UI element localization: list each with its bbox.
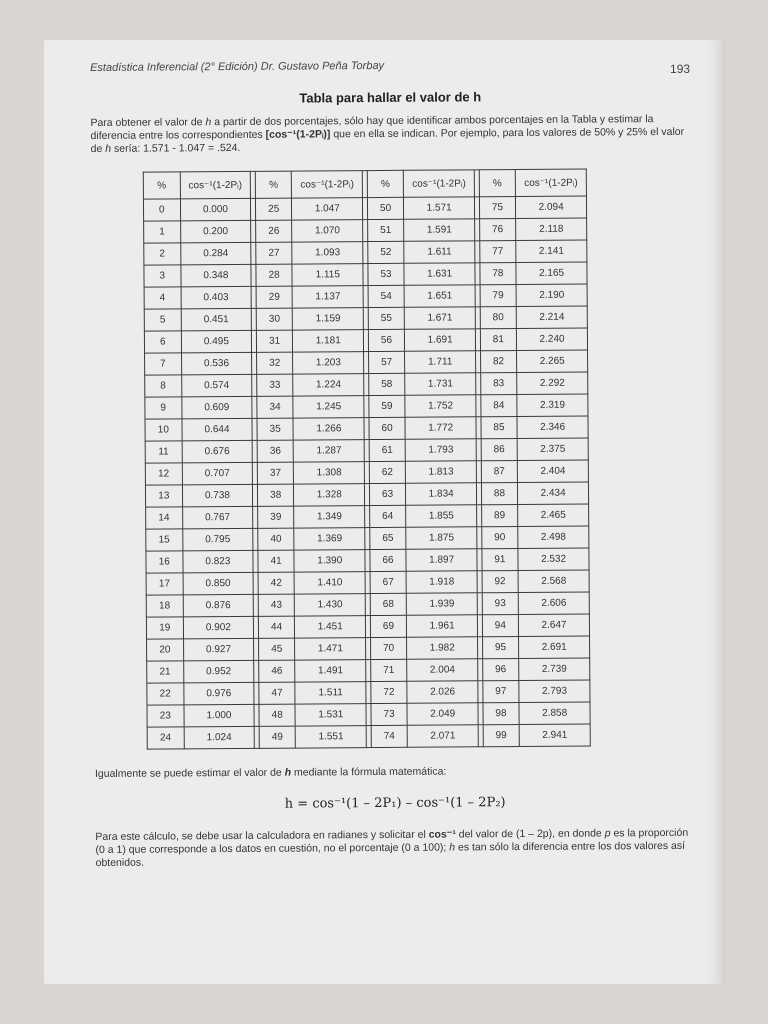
arccos-value-cell: 1.897 [406, 549, 477, 571]
percent-cell: 86 [481, 439, 518, 461]
arccos-value-cell: 1.471 [295, 638, 366, 660]
header-arccos: cos⁻¹(1-2Pᵢ) [180, 171, 251, 198]
arccos-value-cell: 2.094 [516, 196, 587, 218]
percent-cell: 62 [369, 461, 406, 483]
arccos-value-cell: 0.850 [183, 572, 254, 594]
arccos-value-cell: 1.245 [293, 396, 364, 418]
arccos-value-cell: 1.834 [406, 483, 477, 505]
percent-cell: 4 [144, 287, 181, 309]
table-row [147, 724, 590, 749]
percent-cell: 55 [368, 307, 405, 329]
arccos-value-cell: 1.961 [407, 615, 478, 637]
header-percent: % [143, 172, 180, 199]
header-arccos: cos⁻¹(1-2Pᵢ) [292, 171, 363, 198]
percent-cell: 12 [145, 463, 182, 485]
arccos-value-cell: 1.651 [404, 285, 475, 307]
arccos-value-cell: 1.875 [406, 527, 477, 549]
percent-cell: 28 [256, 264, 293, 286]
header-percent: % [479, 170, 516, 197]
arccos-value-cell: 1.611 [404, 241, 475, 263]
arccos-value-cell: 2.265 [517, 350, 588, 372]
arccos-value-cell: 1.591 [404, 219, 475, 241]
book-page [44, 40, 726, 984]
arccos-value-cell: 2.568 [518, 570, 589, 592]
percent-cell: 75 [479, 197, 516, 219]
table-header-row [143, 169, 586, 199]
percent-cell: 22 [147, 683, 184, 705]
table-row [146, 504, 589, 529]
arccos-value-cell: 1.287 [294, 440, 365, 462]
table-row [146, 548, 589, 573]
running-title: Estadística Inferencial (2° Edición) Dr. Gustavo Peña Torbay [90, 59, 385, 74]
percent-cell: 68 [370, 593, 407, 615]
percent-cell: 31 [256, 330, 293, 352]
percent-cell: 6 [144, 331, 181, 353]
arccos-value-cell: 0.574 [181, 374, 252, 396]
table-row [144, 328, 587, 353]
table-row [147, 702, 590, 727]
table-row [146, 592, 589, 617]
arccos-value-cell: 0.403 [181, 286, 252, 308]
percent-cell: 70 [370, 637, 407, 659]
percent-cell: 21 [147, 661, 184, 683]
percent-cell: 53 [368, 263, 405, 285]
arccos-value-cell: 1.691 [405, 329, 476, 351]
arccos-value-cell: 1.430 [295, 594, 366, 616]
arccos-value-cell: 1.410 [295, 572, 366, 594]
arccos-value-cell: 0.902 [183, 616, 254, 638]
arccos-value-cell: 0.976 [183, 682, 254, 704]
closing-paragraph [95, 827, 695, 870]
table-body [143, 196, 590, 749]
formula-intro [95, 764, 695, 780]
arccos-value-cell: 0.284 [180, 242, 251, 264]
arccos-value-cell: 1.571 [404, 197, 475, 219]
percent-cell: 72 [371, 681, 408, 703]
percent-cell: 95 [482, 637, 519, 659]
arccos-value-cell: 2.941 [519, 724, 590, 746]
percent-cell: 76 [479, 219, 516, 241]
arccos-value-cell: 2.691 [519, 636, 590, 658]
percent-cell: 47 [259, 682, 296, 704]
arccos-value-cell: 2.190 [516, 284, 587, 306]
arccos-value-cell: 2.346 [517, 416, 588, 438]
percent-cell: 42 [258, 572, 295, 594]
arccos-value-cell: 1.855 [406, 505, 477, 527]
arccos-value-cell: 1.181 [293, 330, 364, 352]
arccos-value-cell: 0.609 [181, 396, 252, 418]
table-wrapper [143, 169, 591, 750]
arccos-value-cell: 0.767 [182, 506, 253, 528]
running-header [90, 58, 690, 84]
percent-cell: 24 [147, 727, 184, 749]
arccos-value-cell: 1.266 [293, 418, 364, 440]
arccos-value-cell: 2.004 [407, 659, 478, 681]
closing-h: h [449, 841, 456, 854]
table-row [145, 416, 588, 441]
percent-cell: 9 [145, 397, 182, 419]
table-row [145, 482, 588, 507]
percent-cell: 97 [482, 681, 519, 703]
table-row [145, 372, 588, 397]
arccos-value-cell: 1.024 [184, 726, 255, 748]
percent-cell: 37 [257, 462, 294, 484]
arccos-value-cell: 1.511 [295, 682, 366, 704]
percent-cell: 36 [257, 440, 294, 462]
percent-cell: 19 [146, 617, 183, 639]
arccos-value-cell: 0.795 [182, 528, 253, 550]
percent-cell: 56 [368, 329, 405, 351]
table-row [144, 218, 587, 243]
arccos-value-cell: 1.369 [294, 528, 365, 550]
percent-cell: 20 [147, 639, 184, 661]
intro-h-2: h [105, 142, 112, 155]
arccos-value-cell: 1.671 [405, 307, 476, 329]
percent-cell: 34 [257, 396, 294, 418]
table-row [145, 438, 588, 463]
arccos-value-cell: 1.772 [405, 417, 476, 439]
closing-text-1: Para este cálculo, se debe usar la calculadora en radianes y solicitar el [95, 828, 429, 843]
percent-cell: 30 [256, 308, 293, 330]
percent-cell: 33 [257, 374, 294, 396]
percent-cell: 58 [368, 373, 405, 395]
percent-cell: 77 [479, 241, 516, 263]
arccos-value-cell: 1.731 [405, 373, 476, 395]
intro-h: h [205, 116, 212, 129]
percent-cell: 63 [369, 483, 406, 505]
percent-cell: 99 [483, 725, 520, 747]
arccos-value-cell: 1.224 [293, 374, 364, 396]
percent-cell: 89 [481, 505, 518, 527]
intro-text-2: a partir de dos porcentajes, sólo hay que identificar ambos porcentajes en la Tabla y estimar la diferencia entre los correspondientes [90, 113, 654, 142]
arccos-value-cell: 1.203 [293, 352, 364, 374]
arccos-value-cell: 2.375 [517, 438, 588, 460]
percent-cell: 60 [369, 417, 406, 439]
percent-cell: 35 [257, 418, 294, 440]
percent-cell: 50 [367, 197, 404, 219]
arccos-value-cell: 1.349 [294, 506, 365, 528]
table-row [146, 526, 589, 551]
arccos-value-cell: 0.495 [181, 330, 252, 352]
arccos-value-cell: 2.739 [519, 658, 590, 680]
percent-cell: 17 [146, 573, 183, 595]
arccos-value-cell: 1.070 [292, 220, 363, 242]
arccos-value-cell: 1.813 [406, 461, 477, 483]
percent-cell: 46 [259, 660, 296, 682]
percent-cell: 80 [480, 307, 517, 329]
percent-cell: 82 [480, 351, 517, 373]
arccos-value-cell: 1.939 [407, 593, 478, 615]
percent-cell: 54 [368, 285, 405, 307]
percent-cell: 5 [144, 309, 181, 331]
arccos-value-cell: 1.551 [296, 726, 367, 748]
percent-cell: 52 [368, 241, 405, 263]
table-row [145, 350, 588, 375]
arccos-value-cell: 1.982 [407, 637, 478, 659]
arccos-value-cell: 1.093 [292, 242, 363, 264]
percent-cell: 27 [256, 242, 293, 264]
percent-cell: 57 [368, 351, 405, 373]
percent-cell: 79 [480, 285, 517, 307]
percent-cell: 96 [482, 659, 519, 681]
percent-cell: 65 [370, 527, 407, 549]
arccos-value-cell: 2.214 [516, 306, 587, 328]
percent-cell: 25 [255, 198, 292, 220]
closing-p: p [604, 827, 611, 840]
formula-text: h = cos⁻¹(1 – 2P₁) – cos⁻¹(1 – 2P₂) [284, 795, 506, 812]
arccos-value-cell: 2.026 [407, 681, 478, 703]
percent-cell: 88 [481, 483, 518, 505]
percent-cell: 74 [371, 725, 408, 747]
arccos-value-cell: 2.647 [519, 614, 590, 636]
percent-cell: 23 [147, 705, 184, 727]
table-row [144, 262, 587, 287]
arccos-value-cell: 2.049 [407, 703, 478, 725]
percent-cell: 83 [480, 373, 517, 395]
arccos-value-cell: 0.927 [183, 638, 254, 660]
percent-cell: 2 [144, 243, 181, 265]
percent-cell: 64 [369, 505, 406, 527]
arccos-value-cell: 1.918 [406, 571, 477, 593]
arccos-value-cell: 2.141 [516, 240, 587, 262]
arccos-value-cell: 0.676 [182, 440, 253, 462]
percent-cell: 41 [258, 550, 295, 572]
arccos-value-cell: 2.434 [518, 482, 589, 504]
arccos-value-cell: 2.465 [518, 504, 589, 526]
arccos-value-cell: 0.876 [183, 594, 254, 616]
intro-text-1: Para obtener el valor de [90, 116, 206, 129]
closing-text-2: del valor de (1 – 2p), en donde [455, 827, 605, 841]
percent-cell: 98 [483, 703, 520, 725]
arccos-value-cell: 1.491 [295, 660, 366, 682]
arccos-value-cell: 2.071 [407, 725, 478, 747]
arccos-value-cell: 1.328 [294, 484, 365, 506]
arccos-value-cell: 2.319 [517, 394, 588, 416]
formula-intro-text-1: Igualmente se puede estimar el valor de [94, 766, 285, 780]
percent-cell: 84 [480, 395, 517, 417]
header-arccos: cos⁻¹(1-2Pᵢ) [515, 169, 586, 196]
closing-bold-term: cos⁻¹ [428, 828, 456, 841]
page-content [90, 58, 696, 870]
arccos-value-cell: 2.165 [516, 262, 587, 284]
percent-cell: 51 [367, 219, 404, 241]
percent-cell: 59 [369, 395, 406, 417]
percent-cell: 26 [255, 220, 292, 242]
percent-cell: 7 [145, 353, 182, 375]
arccos-value-cell: 1.793 [405, 439, 476, 461]
arccos-value-cell: 0.348 [180, 264, 251, 286]
percent-cell: 43 [258, 594, 295, 616]
page-number: 193 [669, 61, 691, 76]
arccos-value-cell: 0.738 [182, 484, 253, 506]
formula-intro-text-2: mediante la fórmula matemática: [291, 765, 447, 779]
closing-text-4: es tan sólo la diferencia entre los dos valores así obtenidos. [95, 839, 686, 869]
percent-cell: 92 [482, 571, 519, 593]
percent-cell: 29 [256, 286, 293, 308]
percent-cell: 16 [146, 551, 183, 573]
percent-cell: 90 [481, 527, 518, 549]
percent-cell: 32 [256, 352, 293, 374]
arccos-value-cell: 0.000 [180, 198, 251, 220]
arccos-value-cell: 2.292 [517, 372, 588, 394]
arccos-value-cell: 0.451 [181, 308, 252, 330]
table-row [147, 636, 590, 661]
arccos-value-cell: 2.793 [519, 680, 590, 702]
percent-cell: 66 [370, 549, 407, 571]
percent-cell: 0 [143, 199, 180, 221]
arccos-value-cell: 2.240 [517, 328, 588, 350]
percent-cell: 1 [144, 221, 181, 243]
table-row [147, 680, 590, 705]
percent-cell: 10 [145, 419, 182, 441]
header-percent: % [367, 170, 404, 197]
arccos-value-cell: 0.536 [181, 352, 252, 374]
arccos-value-cell: 2.118 [516, 218, 587, 240]
arccos-value-cell: 0.644 [182, 418, 253, 440]
arccos-value-cell: 1.000 [184, 704, 255, 726]
arccos-value-cell: 2.858 [519, 702, 590, 724]
percent-cell: 94 [482, 615, 519, 637]
intro-paragraph [90, 113, 686, 156]
header-arccos: cos⁻¹(1-2Pᵢ) [404, 170, 475, 197]
percent-cell: 3 [144, 265, 181, 287]
arccos-value-cell: 1.531 [295, 704, 366, 726]
percent-cell: 45 [258, 638, 295, 660]
percent-cell: 73 [371, 703, 408, 725]
table-row [144, 284, 587, 309]
table-row [147, 658, 590, 683]
percent-cell: 87 [481, 461, 518, 483]
percent-cell: 69 [370, 615, 407, 637]
header-percent: % [255, 171, 292, 198]
percent-cell: 18 [146, 595, 183, 617]
arccos-value-cell: 1.115 [292, 264, 363, 286]
arccos-value-cell: 1.752 [405, 395, 476, 417]
arccos-value-cell: 1.308 [294, 462, 365, 484]
arccos-value-cell: 2.404 [517, 460, 588, 482]
table-row [143, 196, 586, 221]
arccos-value-cell: 1.711 [405, 351, 476, 373]
percent-cell: 44 [258, 616, 295, 638]
table-row [144, 306, 587, 331]
percent-cell: 40 [258, 528, 295, 550]
table-row [146, 614, 589, 639]
percent-cell: 39 [257, 506, 294, 528]
percent-cell: 38 [257, 484, 294, 506]
percent-cell: 61 [369, 439, 406, 461]
arccos-value-cell: 1.631 [404, 263, 475, 285]
percent-cell: 49 [259, 726, 296, 748]
percent-cell: 11 [145, 441, 182, 463]
formula [95, 794, 695, 813]
percent-cell: 85 [481, 417, 518, 439]
percent-cell: 78 [480, 263, 517, 285]
percent-cell: 93 [482, 593, 519, 615]
closing-text-3: es la proporción (0 a 1) que corresponde a los datos en cuestión, no el porcentaje (0 a 100); [95, 826, 689, 856]
arccos-value-cell: 1.137 [293, 286, 364, 308]
percent-cell: 8 [145, 375, 182, 397]
arccos-value-cell: 0.952 [183, 660, 254, 682]
page-title [90, 88, 690, 107]
arccos-value-cell: 2.498 [518, 526, 589, 548]
percent-cell: 13 [145, 485, 182, 507]
arccos-value-cell: 0.200 [180, 220, 251, 242]
percent-cell: 15 [146, 529, 183, 551]
arccos-value-cell: 2.532 [518, 548, 589, 570]
arccos-value-cell: 1.390 [294, 550, 365, 572]
percent-cell: 81 [480, 329, 517, 351]
table-row [144, 240, 587, 265]
table-row [145, 460, 588, 485]
percent-cell: 71 [370, 659, 407, 681]
percent-cell: 48 [259, 704, 296, 726]
table-row [145, 394, 588, 419]
arccos-value-cell: 2.606 [518, 592, 589, 614]
percent-cell: 14 [146, 507, 183, 529]
table-row [146, 570, 589, 595]
arccos-value-cell: 0.707 [182, 462, 253, 484]
intro-bold-term: [cos⁻¹(1-2Pᵢ)] [265, 128, 331, 141]
percent-cell: 67 [370, 571, 407, 593]
title-text: Tabla para hallar el valor de h [299, 89, 482, 106]
intro-text-3: que en ella se indican. Por ejemplo, para los valores de 50% y 25% el valor de [90, 125, 685, 155]
intro-text-4: sería: 1.571 - 1.047 = .524. [111, 141, 241, 155]
arccos-value-cell: 1.159 [293, 308, 364, 330]
formula-intro-h: h [284, 766, 292, 779]
percent-cell: 91 [482, 549, 519, 571]
arccos-value-cell: 1.451 [295, 616, 366, 638]
h-value-table [143, 169, 591, 750]
arccos-value-cell: 1.047 [292, 198, 363, 220]
arccos-value-cell: 0.823 [182, 550, 253, 572]
